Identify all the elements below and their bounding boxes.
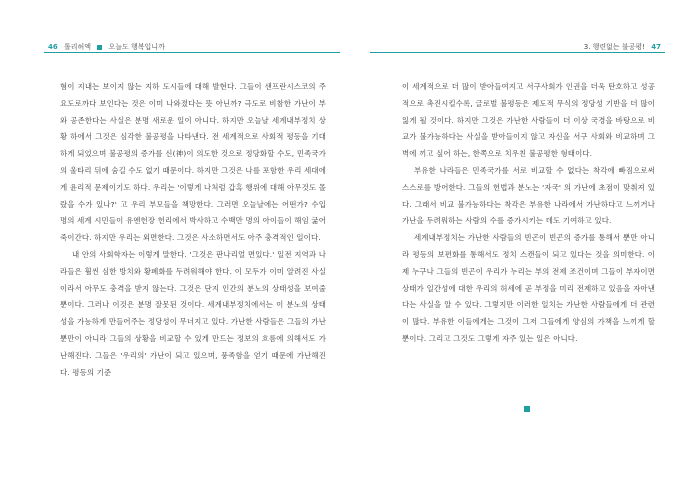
- section-end-square-icon: [524, 406, 530, 412]
- right-header-rule: [370, 52, 665, 53]
- right-paragraph-2: 부유한 나라들은 민족국가를 서로 비교할 수 없다는 착각에 빠짐으로써 스스로를 방어한다. 그들의 헌법과 분노는 '자국' 의 가난에 초점이 맞춰져 있다. 그래서 비교 불가능하다는 착각은 부유한 나라에서 가난하다고 느끼거나 가난을 두려워하는 사람의 수를 증가시키는 데도 기여하고 있다.: [402, 165, 655, 226]
- left-header-rule: [44, 52, 340, 53]
- right-running-title: 3. 행련없는 불공평!: [583, 43, 646, 51]
- left-running-title-b: 오늘도 행복입니까: [108, 43, 165, 51]
- left-paragraph-2: 내 안의 사회학자는 이렇게 말한다. '그것은 판나리얼 면있다.' 일전 지역과 나라들은 훨씬 심한 방치와 황폐화를 두려워해야 한다. 이 모두가 이미 알려진 사실이라서 아무도 충격을 받지 않는다. 그것은 단지 인간의 분노의 상태성을 보여줄 뿐이다. 그러나 이것은 분명 잘못된 것이다. 세계내부정치에서는 이 분노의 상태성을 가능하게 만들어주는 정당성이 무너지고 있다. 가난한 사람들은 그들의 가난뿐만이 아니라 그들의 상황을 비교할 수 있게 만드는 정보의 흐름에 의해서도 가난해진다. 그들은 '우리의' 가난이 되고 있으며, 풍족함을 얻기 때문에 가난해진다. 평등의 기준: [60, 249, 326, 377]
- right-paragraph-1: 이 세계적으로 더 많이 받아들여지고 서구사회가 인권을 더욱 탄호하고 성공적으로 촉진시킬수록, 글로벌 불평등은 제도적 무식의 정당성 기반을 더 많이 잃게 될 것이다. 하지만 그것은 가난한 사람들이 더 이상 국경을 바탕으로 비교가 불가능하다는 사실을 받아들이지 않고 자신을 서구 사회와 비교하며 그 벽에 끼고 싶어 하는, 한쪽으로 치우친 불공평한 형태이다.: [402, 82, 655, 159]
- left-page-body: [60, 79, 326, 381]
- right-paragraph-3: 세계내부정치는 가난한 사람들의 빈곤이 빈곤의 증가를 통해서 뿐만 아니라 평등의 보편화를 통해서도 정치 스캔들이 되고 있다는 것을 의미한다. 이제 누구나 그들의 빈곤이 우리가 누리는 부의 전제 조건이며 그들이 부자이면 상태가 일간성에 대한 우리의 허세에 곧 부정을 미리 전제하고 있음을 자아낸다는 사실을 알 수 있다. 그렇지만 이러한 일치는 가난한 사람들에게 더 관련이 많다. 부유한 이들에게는 그것이 그저 그들에게 양심의 가책을 느끼게 할뿐이다. 그리고 그것도 그렇게 자주 있는 일은 아니다.: [402, 233, 655, 343]
- right-page-body: [402, 79, 655, 348]
- header-separator-icon: [97, 45, 102, 50]
- left-page-number: 46: [48, 43, 58, 51]
- left-paragraph-1: 혐이 지내는 보이지 않는 지하 도시들에 대해 발현다. 그들이 샌프란시스코의 주요도로까다 보인다는 것은 이미 나와졌다는 뜻 아닌까? 극도로 비참한 가난이 부와 공존한다는 사실은 분명 새로운 일이 아니다. 하지만 오늘날 세계내부정치 상황 하에서 그것은 심각한 불공평을 나타낸다. 전 세계적으로 사회적 평등을 기대하게 되었으며 불공평의 증가를 신(神)이 의도한 것으로 정당화할 수도, 민족국가의 울타리 뒤에 숨길 수도 없기 때문이다. 하지만 그것은 나를 포함한 우리 세대에게 윤리적 문제이기도 하다. 우리는 '이렇게 나처럼 갑흑 행위에 대해 아무것도 몰랐을 수가 있나?' 고 우리 부모들을 책망한다. 그러면 오늘날에는 어떤가? 수입 명의 세계 시민들이 유엔헌장 헌리에서 박사하고 수백만 명의 아이들이 해임 굶어 죽이간다. 하지만 우리는 외면한다. 그것은 사소하면서도 아주 충격적인 일이다.: [60, 82, 326, 243]
- right-page-number: 47: [651, 43, 661, 51]
- left-running-title-a: 톨리허엑: [63, 43, 92, 51]
